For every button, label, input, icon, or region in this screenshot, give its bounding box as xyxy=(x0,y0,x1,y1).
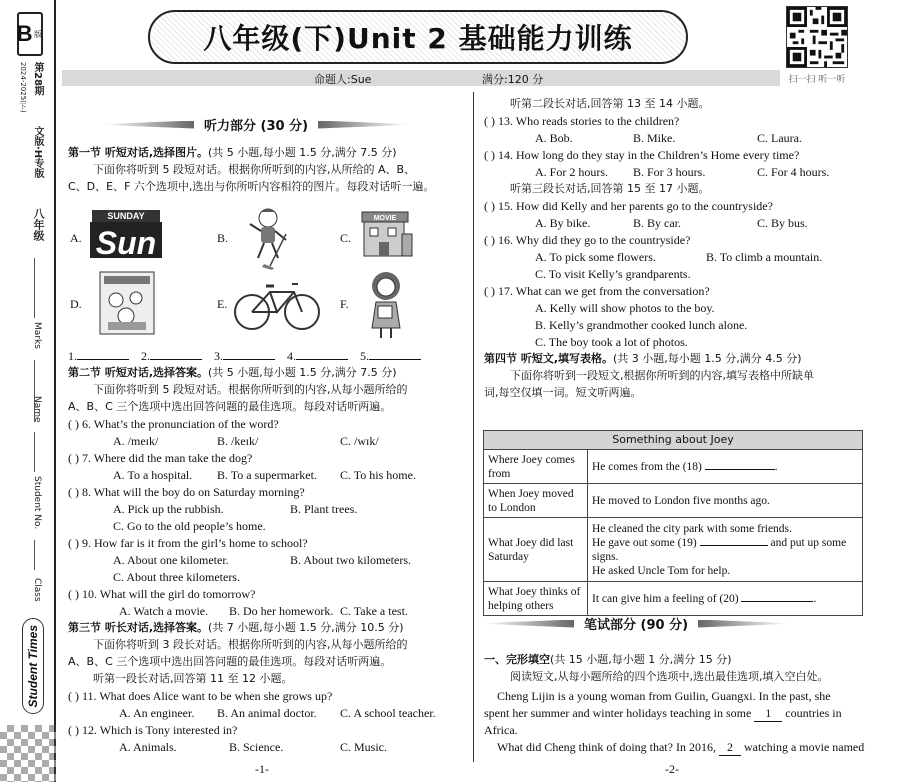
cloze-heading xyxy=(484,652,732,668)
section-4-instruction: 下面你将听到一段短文,根据你所听到的内容,填写表格中所缺单 xyxy=(510,369,814,382)
sun-top-text: SUNDAY xyxy=(107,211,145,221)
table-key: What Joey thinks of helping others xyxy=(484,582,588,616)
section-3-subheading: 听第一段长对话,回答第 11 至 12 小题。 xyxy=(93,672,293,685)
listening-title: 听力部分 (30 分) xyxy=(204,119,309,134)
section-4-heading xyxy=(484,351,802,367)
issue-number: 第28期 xyxy=(32,62,43,96)
marks-line xyxy=(34,258,35,318)
bicycle-picture xyxy=(232,280,322,332)
class-line xyxy=(34,540,35,570)
column-divider xyxy=(473,92,474,762)
section-3-title: 第三节 听长对话,选择答案。 xyxy=(68,621,209,634)
passage-fragment: countries in xyxy=(785,706,842,720)
question-6: ( ) 6. What’s the pronunciation of the word? xyxy=(68,417,279,431)
q15-option-b: B. By car. xyxy=(633,216,681,230)
row3-line2b: and put up some signs. xyxy=(592,536,847,563)
q10-option-c: C. Take a test. xyxy=(340,604,408,618)
book-cover-picture xyxy=(96,270,158,336)
q14-option-a: A. For 2 hours. xyxy=(535,165,609,179)
section-4-instruction: 词,每空仅填一词。短文听两遍。 xyxy=(484,386,642,399)
section-2-instruction: 下面你将听到 5 段短对话。根据你所听到的内容,从每小题所给的 xyxy=(93,383,408,396)
table-row xyxy=(484,582,863,616)
sub-dialogue-3: 听第三段长对话,回答第 15 至 17 小题。 xyxy=(510,182,710,195)
q9-option-a: A. About one kilometer. xyxy=(113,553,229,567)
section-1-instruction: C、D、E、F 六个选项中,选出与你所听内容相符的图片。每段对话听一遍。 xyxy=(68,180,435,193)
listening-section-header xyxy=(104,115,408,134)
question-10: ( ) 10. What will the girl do tomorrow? xyxy=(68,587,256,601)
question-14: ( ) 14. How long do they stay in the Children’s Home every time? xyxy=(484,148,800,162)
table-key: When Joey moved to London xyxy=(484,484,588,518)
answer-num: 4. xyxy=(287,349,296,363)
answer-blank[interactable] xyxy=(223,359,275,360)
edition-logo xyxy=(17,12,43,56)
passage-line xyxy=(497,739,864,756)
q15-option-c: C. By bus. xyxy=(757,216,808,230)
passage-fragment: spent her summer and winter holidays teaching in some xyxy=(484,706,752,720)
q12-option-c: C. Music. xyxy=(340,740,388,754)
blank-1[interactable]: 1 xyxy=(754,705,782,722)
picture-label-f: F. xyxy=(340,297,349,311)
checker-decoration xyxy=(0,725,56,782)
q6-option-c: C. /wɪk/ xyxy=(340,434,379,448)
question-7: ( ) 7. Where did the man take the dog? xyxy=(68,451,253,465)
masthead-text: Student Times xyxy=(26,624,40,708)
answer-num: 2. xyxy=(141,349,150,363)
blank-18[interactable] xyxy=(705,469,775,470)
passage-line xyxy=(484,705,842,722)
section-2-instruction: A、B、C 三个选项中选出回答问题的最佳选项。每段对话听两遍。 xyxy=(68,400,392,413)
table-row xyxy=(484,450,863,484)
table-value: He comes from the (18) . xyxy=(588,450,863,484)
q13-option-a: A. Bob. xyxy=(535,131,573,145)
q8-option-a: A. Pick up the rubbish. xyxy=(113,502,224,516)
cloze-score: (共 15 小题,每小题 1 分,满分 15 分) xyxy=(550,653,732,666)
passage-fragment: What did Cheng think of doing that? In 2016, xyxy=(497,740,716,754)
page-number-2: -2- xyxy=(665,762,679,776)
question-16: ( ) 16. Why did they go to the countryside? xyxy=(484,233,691,247)
table-value xyxy=(588,518,863,582)
section-4-score: (共 3 小题,每小题 1.5 分,满分 4.5 分) xyxy=(613,352,802,365)
meta-bar xyxy=(62,70,780,86)
q9-option-c: C. About three kilometers. xyxy=(113,570,240,584)
movie-sign-text: MOVIE xyxy=(373,215,397,222)
cloze-title: 一、完形填空 xyxy=(484,653,550,666)
marks-field-label: Marks xyxy=(32,322,42,349)
q16-option-c: C. To visit Kelly’s grandparents. xyxy=(535,267,691,281)
question-12: ( ) 12. Which is Tony interested in? xyxy=(68,723,238,737)
row3-line2 xyxy=(592,536,858,564)
answer-blank[interactable] xyxy=(77,359,129,360)
q17-option-a: A. Kelly will show photos to the boy. xyxy=(535,301,715,315)
row3-line2a: He gave out some (19) xyxy=(592,536,697,549)
header-decoration xyxy=(104,121,194,129)
table-header-row xyxy=(484,431,863,450)
section-4-title: 第四节 听短文,填写表格。 xyxy=(484,352,614,365)
passage-fragment: watching a movie named xyxy=(743,740,865,754)
section-1-instruction: 下面你将听到 5 段短对话。根据你所听到的内容,从所给的 A、B、 xyxy=(93,163,416,176)
question-13: ( ) 13. Who reads stories to the children? xyxy=(484,114,680,128)
row3-line3: He asked Uncle Tom for help. xyxy=(592,564,731,577)
q17-option-c: C. The boy took a lot of photos. xyxy=(535,335,688,349)
page-number-1: -1- xyxy=(255,762,269,776)
header-decoration xyxy=(318,121,408,129)
question-8: ( ) 8. What will the boy do on Saturday morning? xyxy=(68,485,305,499)
question-9: ( ) 9. How far is it from the girl’s home to school? xyxy=(68,536,308,550)
answer-blanks xyxy=(68,348,421,364)
title-banner xyxy=(148,10,688,64)
writing-section-header xyxy=(484,614,788,633)
section-1-heading xyxy=(68,145,397,161)
joey-info-table xyxy=(483,430,863,616)
section-3-instruction: A、B、C 三个选项中选出回答问题的最佳选项。每段对话听两遍。 xyxy=(68,655,392,668)
student-no-line xyxy=(34,432,35,472)
q12-option-b: B. Science. xyxy=(229,740,284,754)
q17-option-b: B. Kelly’s grandmother cooked lunch alone. xyxy=(535,318,748,332)
grade-label: 八年级 xyxy=(32,208,45,241)
answer-blank[interactable] xyxy=(369,359,421,360)
section-1-score: (共 5 小题,每小题 1.5 分,满分 7.5 分) xyxy=(208,146,397,159)
picture-label-a: A. xyxy=(70,231,82,245)
girl-with-book-picture xyxy=(364,270,408,340)
q10-option-b: B. Do her homework. xyxy=(229,604,334,618)
answer-blank[interactable] xyxy=(150,359,202,360)
q11-option-b: B. An animal doctor. xyxy=(217,706,317,720)
picture-label-c: C. xyxy=(340,231,352,245)
total-score-label: 满分:120 分 xyxy=(482,73,544,86)
boy-sweeping-picture xyxy=(240,204,300,270)
q7-option-a: A. To a hospital. xyxy=(113,468,193,482)
answer-num: 1. xyxy=(68,349,77,363)
q9-option-b: B. About two kilometers. xyxy=(290,553,411,567)
question-17: ( ) 17. What can we get from the conversation? xyxy=(484,284,710,298)
q13-option-b: B. Mike. xyxy=(633,131,676,145)
author-label: 命题人:Sue xyxy=(314,73,372,86)
table-key: Where Joey comes from xyxy=(484,450,588,484)
blank-2[interactable]: 2 xyxy=(719,739,741,756)
sun-main-text: Sun xyxy=(95,225,157,260)
issue-year: 2024-2025(下) xyxy=(19,62,27,113)
section-2-score: (共 5 小题,每小题 1.5 分,满分 7.5 分) xyxy=(208,366,397,379)
table-title: Something about Joey xyxy=(484,431,863,450)
q14-option-c: C. For 4 hours. xyxy=(757,165,830,179)
q8-option-b: B. Plant trees. xyxy=(290,502,358,516)
blank-19[interactable] xyxy=(700,545,768,546)
writing-title: 笔试部分 (90 分) xyxy=(584,618,689,633)
newspaper-sun-picture xyxy=(88,208,164,260)
q11-option-a: A. An engineer. xyxy=(119,706,195,720)
name-field-label: Name xyxy=(32,396,42,423)
table-value: He moved to London five months ago. xyxy=(588,484,863,518)
answer-num: 5. xyxy=(360,349,369,363)
qr-caption: 扫一扫 听一听 xyxy=(788,75,846,85)
cinema-picture xyxy=(358,204,414,262)
section-3-instruction: 下面你将听到 3 段长对话。根据你所听到的内容,从每小题所给的 xyxy=(93,638,408,651)
qr-code-icon xyxy=(786,6,848,68)
q7-option-c: C. To his home. xyxy=(340,468,416,482)
table-row xyxy=(484,484,863,518)
cloze-instruction: 阅读短文,从每小题所给的四个选项中,选出最佳选项,填入空白处。 xyxy=(510,670,829,683)
student-no-field-label: Student No. xyxy=(32,476,42,530)
masthead-logo xyxy=(22,618,44,714)
q16-option-b: B. To climb a mountain. xyxy=(706,250,823,264)
page-title: 八年级(下)Unit 2 基础能力训练 xyxy=(203,22,633,55)
picture-label-e: E. xyxy=(217,297,228,311)
q15-option-a: A. By bike. xyxy=(535,216,591,230)
question-15: ( ) 15. How did Kelly and her parents go to the countryside? xyxy=(484,199,773,213)
section-3-heading xyxy=(68,620,404,636)
q11-option-c: C. A school teacher. xyxy=(340,706,436,720)
q10-option-a: A. Watch a movie. xyxy=(119,604,209,618)
section-2-title: 第二节 听短对话,选择答案。 xyxy=(68,366,209,379)
picture-label-d: D. xyxy=(70,297,82,311)
table-value: It can give him a feeling of (20) . xyxy=(588,582,863,616)
q8-option-c: C. Go to the old people’s home. xyxy=(113,519,266,533)
section-3-score: (共 7 小题,每小题 1.5 分,满分 10.5 分) xyxy=(208,621,404,634)
table-row xyxy=(484,518,863,582)
table-key: What Joey did last Saturday xyxy=(484,518,588,582)
question-11: ( ) 11. What does Alice want to be when she grows up? xyxy=(68,689,333,703)
section-1-title: 第一节 听短对话,选择图片。 xyxy=(68,146,209,159)
q16-option-a: A. To pick some flowers. xyxy=(535,250,656,264)
row4-text: It can give him a feeling of (20) xyxy=(592,592,739,605)
logo-version: 版 xyxy=(33,30,43,38)
q6-option-a: A. /meɪk/ xyxy=(113,434,159,448)
sub-dialogue-2: 听第二段长对话,回答第 13 至 14 小题。 xyxy=(510,97,710,110)
header-decoration xyxy=(484,620,574,628)
q14-option-b: B. For 3 hours. xyxy=(633,165,706,179)
section-2-heading xyxy=(68,365,397,381)
class-field-label: Class xyxy=(32,578,42,602)
row1-text: He comes from the (18) xyxy=(592,460,702,473)
answer-num: 3. xyxy=(214,349,223,363)
q13-option-c: C. Laura. xyxy=(757,131,802,145)
passage-line: Cheng Lijin is a young woman from Guilin, Guangxi. In the past, she xyxy=(497,689,831,703)
q6-option-b: B. /keɪk/ xyxy=(217,434,259,448)
q12-option-a: A. Animals. xyxy=(119,740,177,754)
blank-20[interactable] xyxy=(741,601,813,602)
passage-line: Africa. xyxy=(484,723,518,737)
logo-letter: B xyxy=(16,21,33,46)
sidebar xyxy=(0,0,56,782)
edition-label: 文版·H专版 xyxy=(32,126,43,179)
header-decoration xyxy=(698,620,788,628)
picture-label-b: B. xyxy=(217,231,229,245)
row3-line1: He cleaned the city park with some friends. xyxy=(592,522,792,535)
answer-blank[interactable] xyxy=(296,359,348,360)
q7-option-b: B. To a supermarket. xyxy=(217,468,317,482)
